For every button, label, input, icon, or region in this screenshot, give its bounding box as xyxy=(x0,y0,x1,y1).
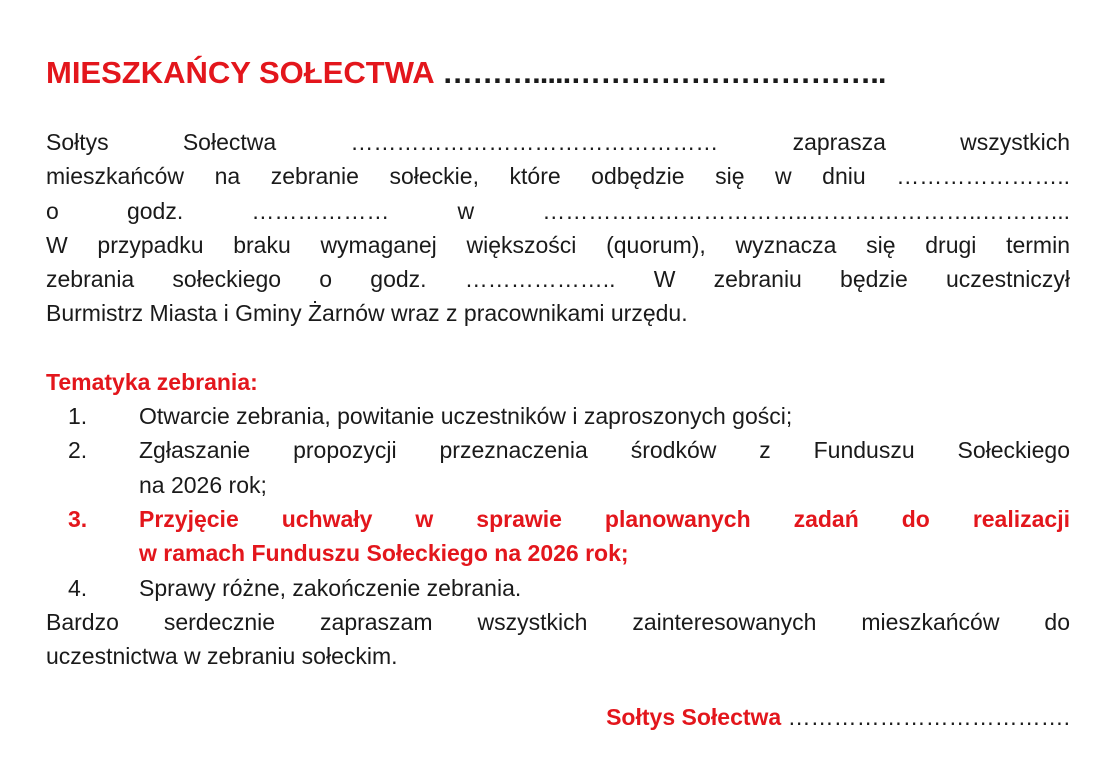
closing-line: uczestnictwa w zebraniu sołeckim. xyxy=(46,643,398,670)
intro-line: o godz. ……………… w ……………………………..…………………..………... xyxy=(46,197,1070,224)
signature-placeholder-dots: ………………………………. xyxy=(787,704,1070,730)
notice-document xyxy=(46,50,1070,673)
topic-number: 4. xyxy=(68,574,88,601)
title-placeholder-dots: ……….....………………………….. xyxy=(442,55,886,90)
intro-line: Burmistrz Miasta i Gminy Żarnów wraz z pracownikami urzędu. xyxy=(46,300,688,327)
notice-title xyxy=(46,50,1070,96)
title-text: MIESZKAŃCY SOŁECTWA xyxy=(46,55,434,90)
topic-item-highlighted xyxy=(46,502,1070,571)
topic-text: Zgłaszanie propozycji przeznaczenia środków z Funduszu Sołeckiego xyxy=(139,437,1070,464)
topic-text: na 2026 rok; xyxy=(139,471,267,498)
topics-heading: Tematyka zebrania: xyxy=(46,368,258,395)
topic-number: 3. xyxy=(68,505,88,532)
intro-line: W przypadku braku wymaganej większości (quorum), wyznacza się drugi termin xyxy=(46,231,1070,258)
closing-line: Bardzo serdecznie zapraszam wszystkich zainteresowanych mieszkańców do xyxy=(46,608,1070,635)
closing-paragraph xyxy=(46,605,1070,674)
topic-number: 2. xyxy=(68,437,88,464)
signature-label: Sołtys Sołectwa xyxy=(606,704,782,730)
topic-text: w ramach Funduszu Sołeckiego na 2026 rok; xyxy=(139,540,629,567)
topic-text: Sprawy różne, zakończenie zebrania. xyxy=(139,574,522,601)
topic-number: 1. xyxy=(68,403,88,430)
topic-text: Przyjęcie uchwały w sprawie planowanych zadań do realizacji xyxy=(139,505,1070,532)
intro-line: mieszkańców na zebranie sołeckie, które odbędzie się w dniu ………………….. xyxy=(46,163,1070,190)
topics-list xyxy=(46,399,1070,605)
intro-paragraph xyxy=(46,125,1070,331)
signature-line xyxy=(606,700,1070,734)
intro-line: zebrania sołeckiego o godz. ……………….. W zebraniu będzie uczestniczył xyxy=(46,266,1070,293)
topic-item xyxy=(46,433,1070,502)
topic-text: Otwarcie zebrania, powitanie uczestników i zaproszonych gości; xyxy=(139,403,793,430)
topic-item xyxy=(46,571,1070,605)
topic-item xyxy=(46,399,1070,433)
intro-line: Sołtys Sołectwa ………………………………………… zaprasza wszystkich xyxy=(46,129,1070,155)
